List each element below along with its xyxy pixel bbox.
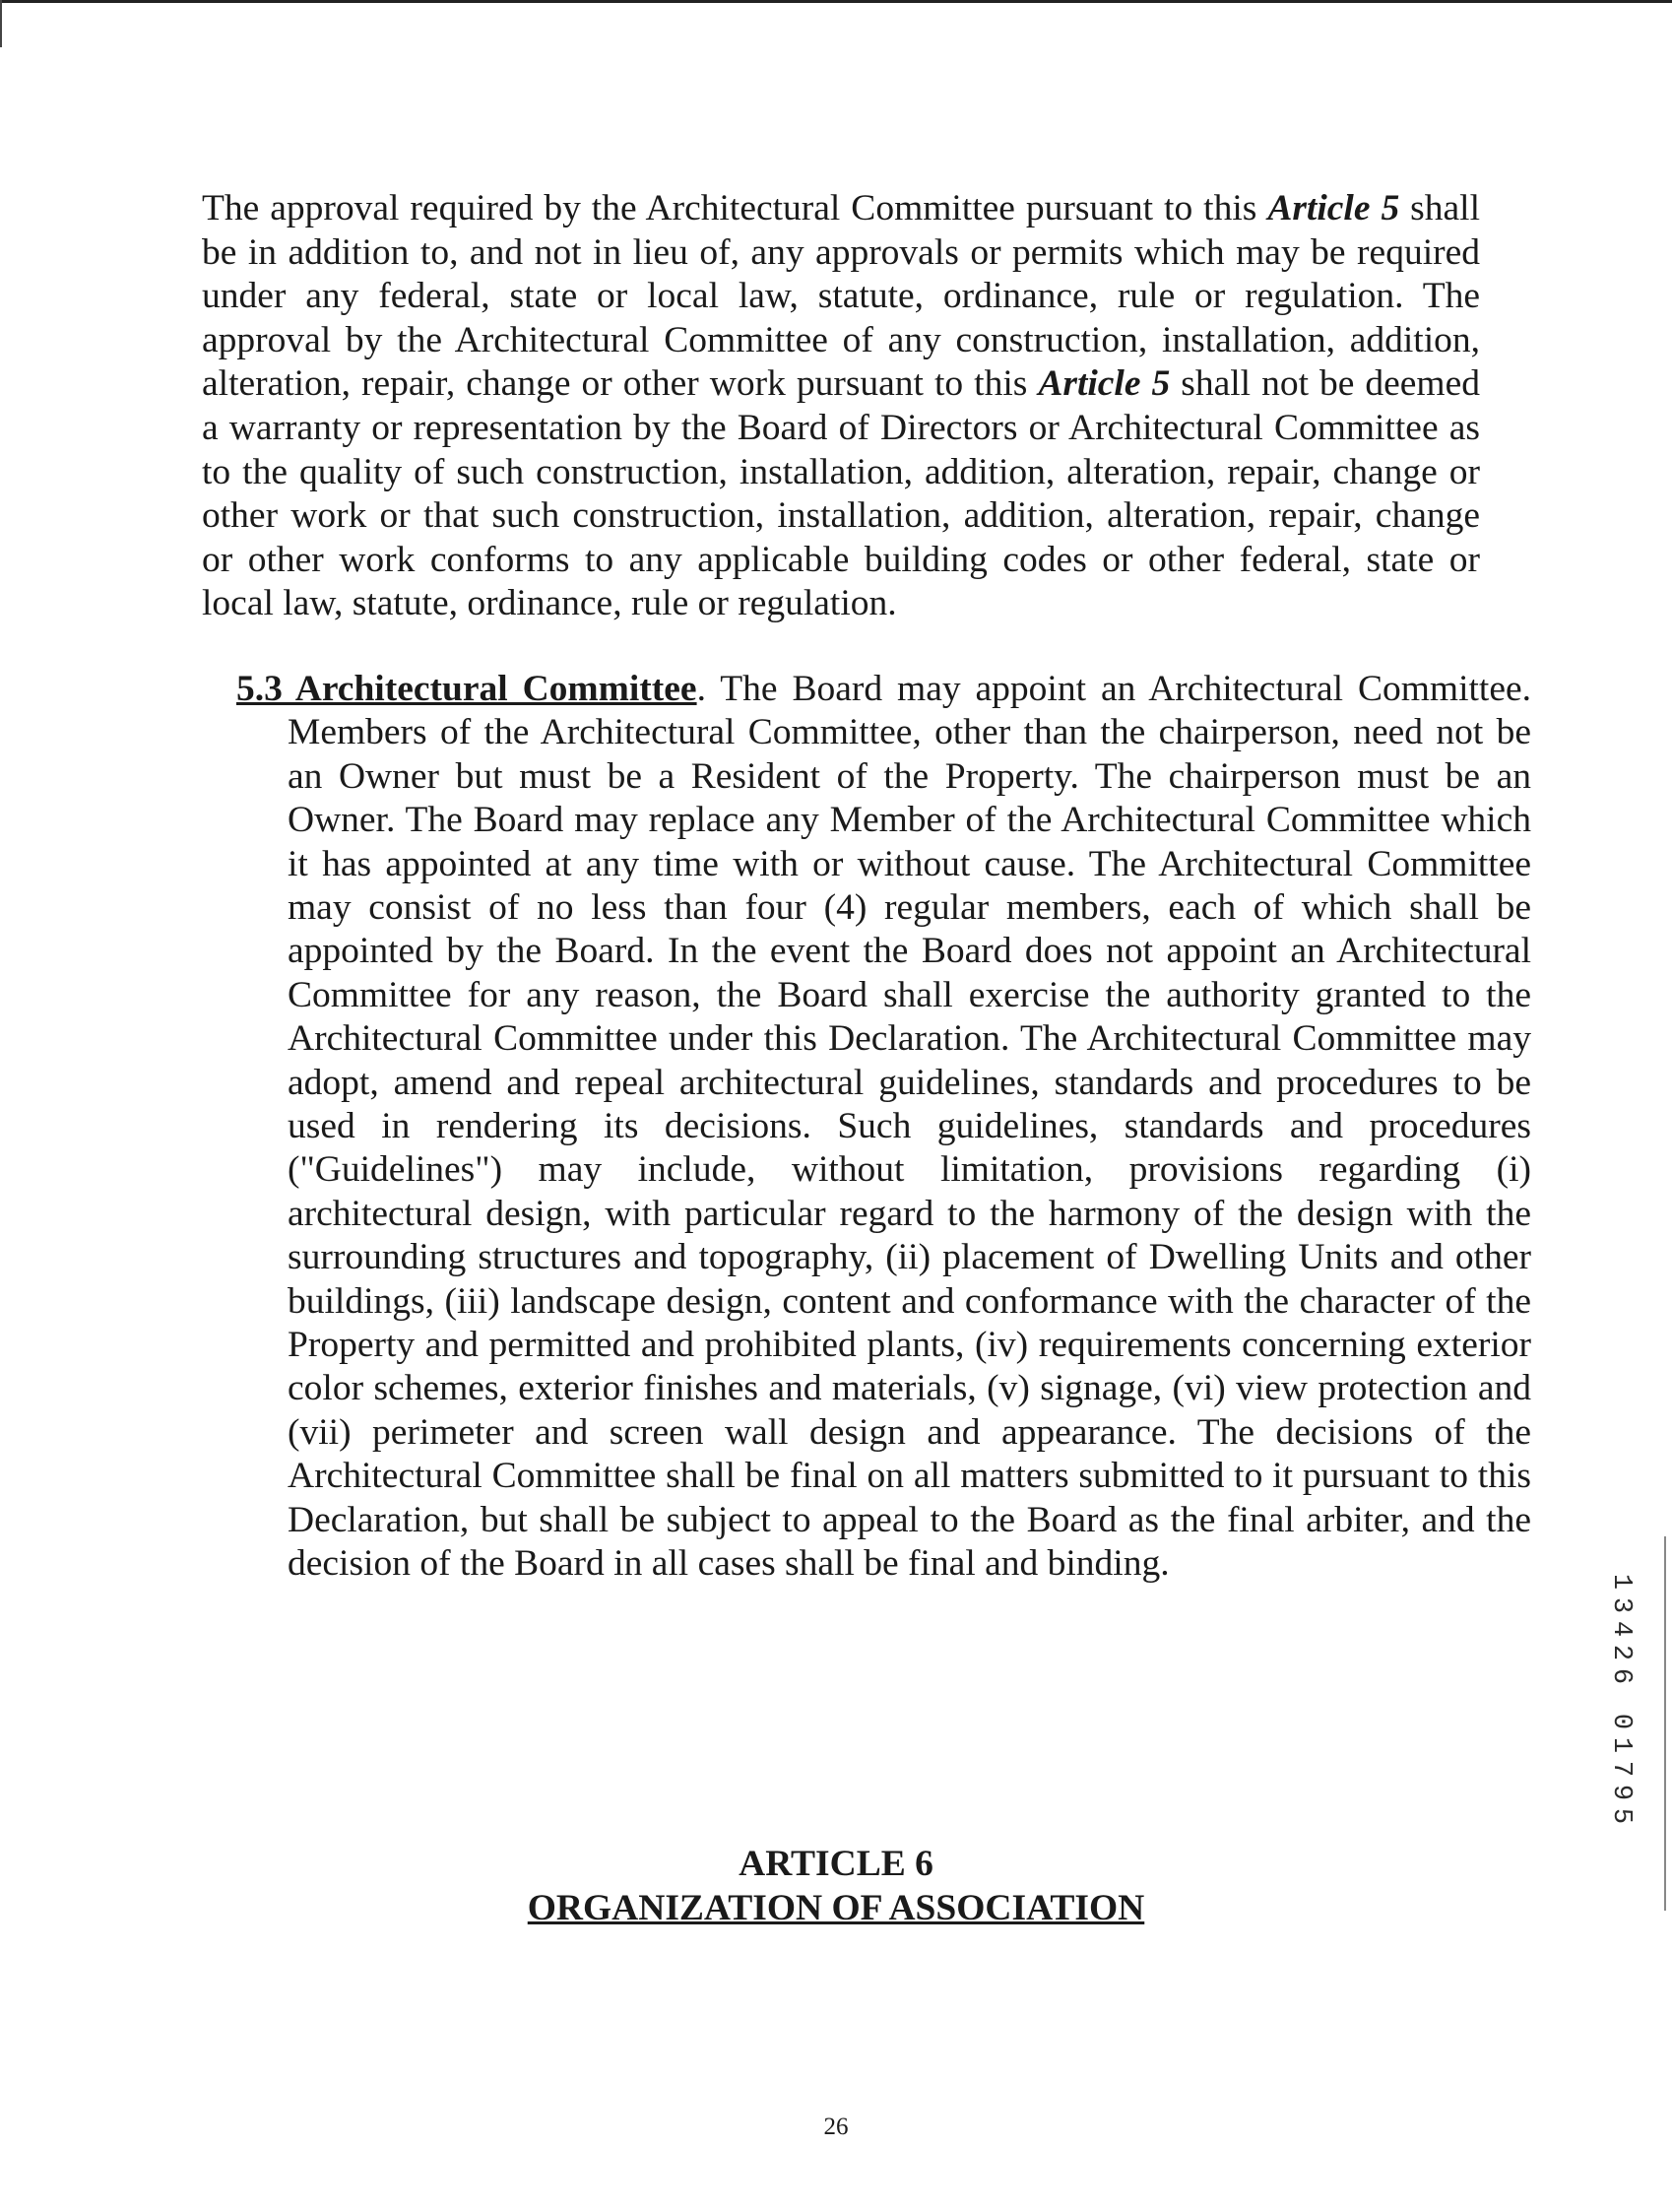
page-content — [202, 187, 1531, 1623]
article-subtitle: ORGANIZATION OF ASSOCIATION — [527, 1888, 1145, 1928]
section-5-3 — [236, 668, 1531, 1587]
section-heading: 5.3 Architectural Committee — [236, 668, 697, 709]
stamp-digit: 4 — [1606, 1620, 1636, 1638]
article-title: ARTICLE 6 — [739, 1844, 933, 1884]
margin-rule — [1664, 1536, 1666, 1911]
page-number: 26 — [823, 2114, 849, 2140]
document-stamp — [1603, 1570, 1639, 1828]
section-body: The Board may appoint an Architectural Committee. Members of the Architectural Committee, other than the chairperson, need not be an Owner but must be a Resident of the Property. The chairperson must be an Owner. The Board may replace any Member of the Architectural Committee which it has appointed at any time with or without cause. The Architectural Committee may consist of no less than four (4) regular members, each of which shall be appointed by the Board. In the event the Board does not appoint an Architectural Committee for any reason, the Board shall exercise the authority granted to the Architectural Committee under this Declaration. The Architectural Committee may adopt, amend and repeal architectural guidelines, standards and procedures to be used in rendering its decisions. Such guidelines, standards and procedures ("Guidelines") may include, without limitation, provisions regarding (i) architectural design, with particular regard to the harmony of the design with the surrounding structures and topography, (ii) placement of Dwelling Units and other buildings, (iii) landscape design, content and conformance with the character of the Property and permitted and prohibited plants, (iv) requirements concerning exterior color schemes, exterior finishes and materials, (v) signage, (vi) view protection and (vii) perimeter and screen wall design and appearance. The decisions of the Architectural Committee shall be final on all matters submitted to it pursuant to this Declaration, but shall be subject to appeal to the Board as the final arbiter, and the decision of the Board in all cases shall be final and binding. — [288, 668, 1531, 1585]
stamp-digit: 6 — [1606, 1667, 1636, 1685]
scan-edge — [0, 0, 1672, 3]
heading-punctuation: . — [696, 668, 706, 709]
stamp-digit: 1 — [1606, 1573, 1636, 1591]
article-heading — [0, 1842, 1672, 1930]
stamp-digit: 0 — [1606, 1713, 1636, 1730]
stamp-digit: 2 — [1606, 1644, 1636, 1661]
paragraph-text: shall be in addition to, and not in lieu of, any approvals or permits which may be required under any federal, state or local law, statute, ordinance, rule or regulation. The approval by the Architectural Committee of any construction, installation, addition, alteration, repair, change or other work pursuant to this — [202, 188, 1480, 405]
article-reference: Article 5 — [1267, 188, 1400, 228]
stamp-digit: 3 — [1606, 1596, 1636, 1614]
stamp-digit: 5 — [1606, 1807, 1636, 1825]
stamp-digit: 7 — [1606, 1760, 1636, 1778]
paragraph-text: The approval required by the Architectural Committee pursuant to this — [202, 188, 1268, 228]
scan-edge-left — [0, 0, 2, 47]
paragraph-approval — [202, 187, 1480, 626]
stamp-digit: 9 — [1606, 1784, 1636, 1801]
article-reference: Article 5 — [1038, 363, 1171, 405]
stamp-digit: 1 — [1606, 1736, 1636, 1754]
paragraph-text: shall not be deemed a warranty or representation by the Board of Directors or Architectural Committee as to the quality of such construction, installation, addition, alteration, repair, change or other work or that such construction, installation, addition, alteration, repair, change or other work conforms to any applicable building codes or other federal, state or local law, statute, ordinance, rule or regulation. — [202, 363, 1480, 624]
